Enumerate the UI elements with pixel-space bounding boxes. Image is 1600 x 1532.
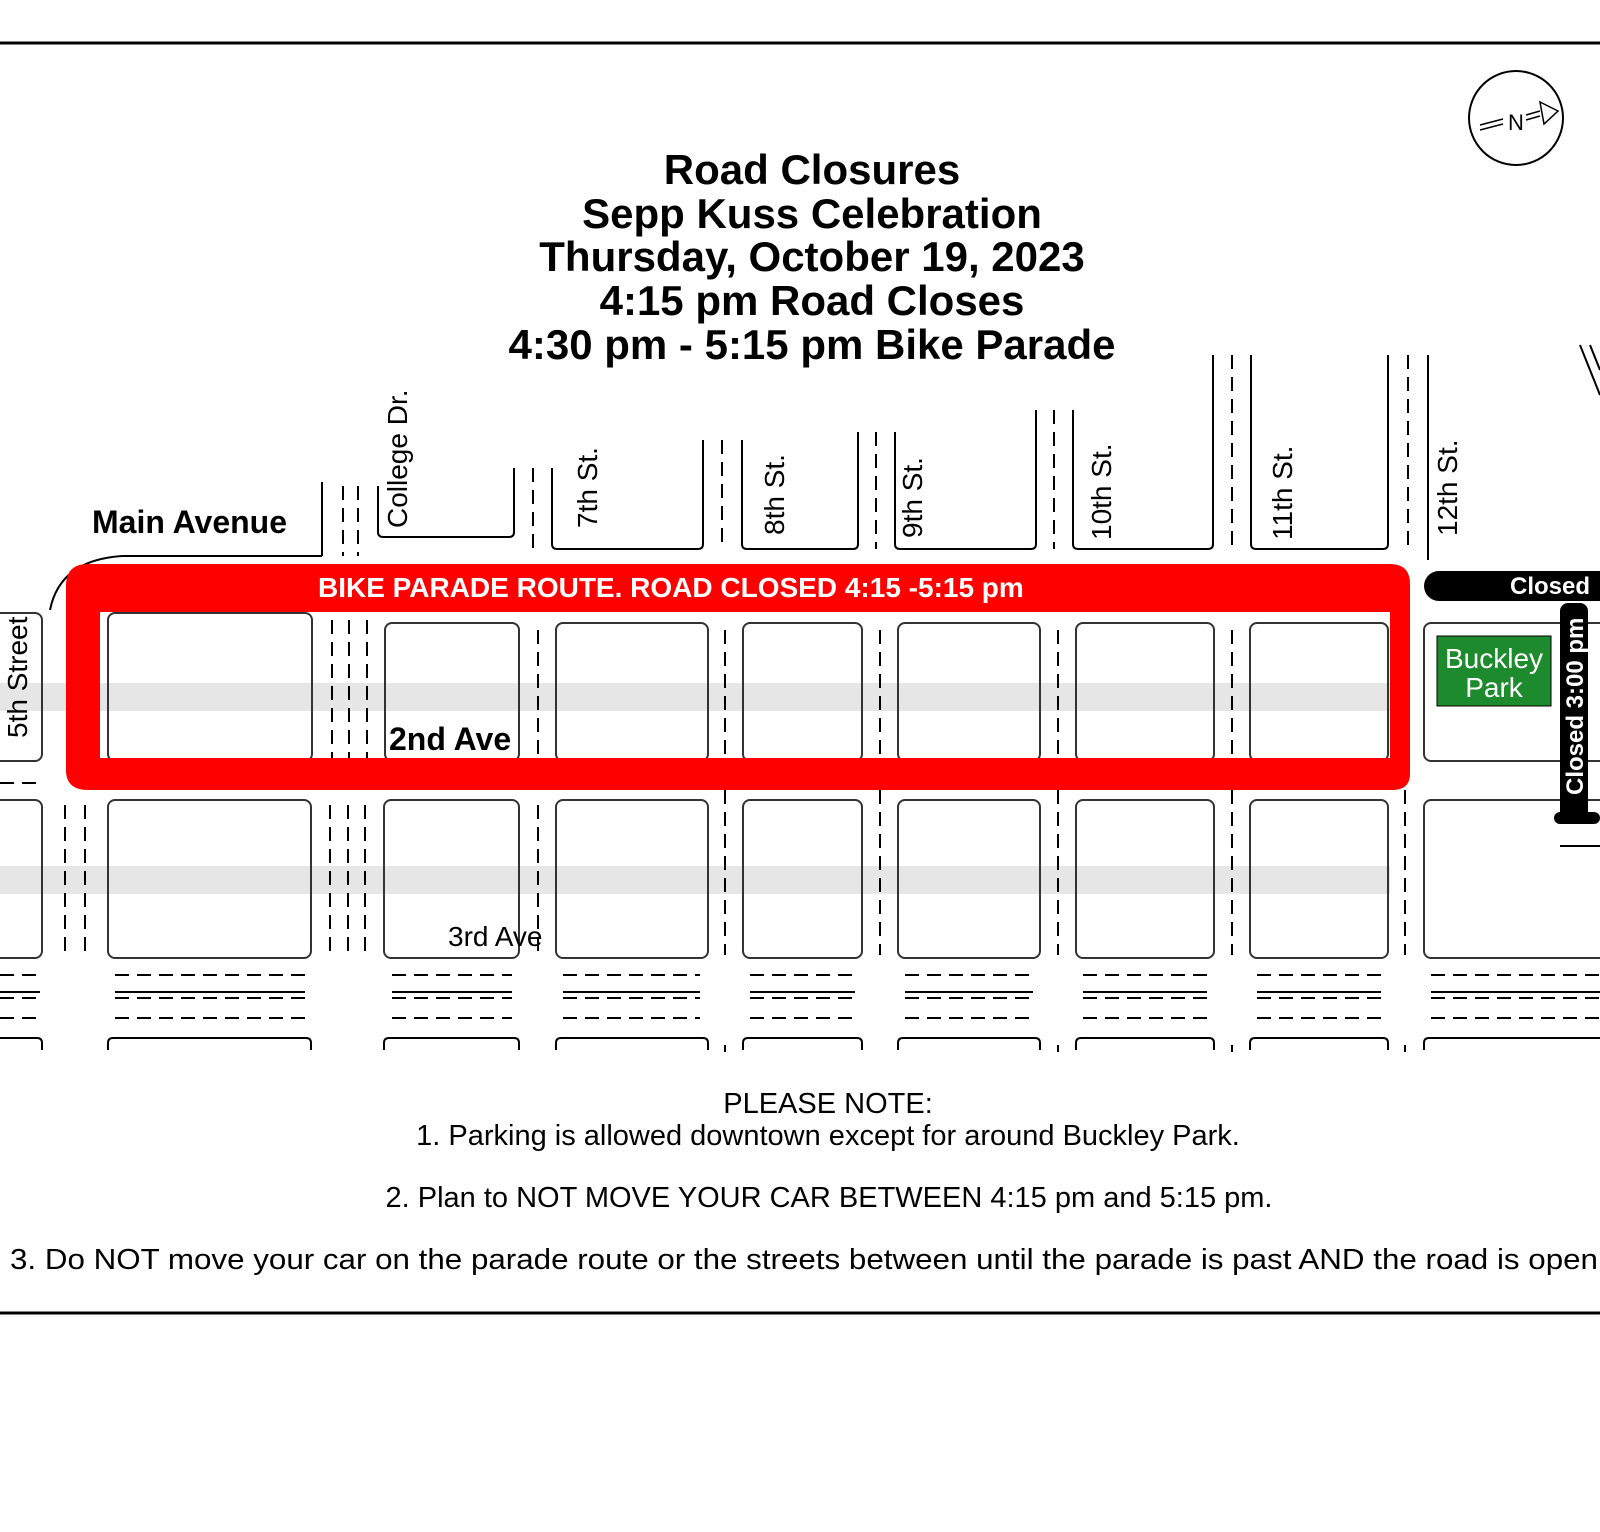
- street-label-9th-st: 9th St.: [897, 457, 928, 538]
- note-item-3: 3. Do NOT move your car on the parade route or the streets between until the parade is past AND the road is open: [10, 1244, 1598, 1276]
- street-label-12th-st: 12th St.: [1432, 439, 1463, 536]
- title-line-2: Sepp Kuss Celebration: [582, 190, 1042, 237]
- street-label-main-avenue: Main Avenue: [92, 504, 287, 540]
- note-item-2: 2. Plan to NOT MOVE YOUR CAR BETWEEN 4:15 pm and 5:15 pm.: [385, 1182, 1273, 1214]
- street-label-8th-st: 8th St.: [759, 454, 790, 535]
- closed-bar-horizontal: [1424, 571, 1600, 601]
- please-note-section: [10, 1088, 1598, 1276]
- street-label-10th-st: 10th St.: [1086, 443, 1117, 540]
- notes-heading: PLEASE NOTE:: [723, 1088, 933, 1120]
- street-label-7th-st: 7th St.: [572, 447, 603, 528]
- compass-label: N: [1508, 110, 1524, 135]
- street-label-college-dr: College Dr.: [382, 389, 413, 528]
- blocks-row-2: [0, 783, 1600, 958]
- closed-label-vertical: Closed 3:00 pm: [1562, 617, 1589, 795]
- closed-label-horizontal: Closed: [1510, 573, 1591, 600]
- title-line-3: Thursday, October 19, 2023: [539, 233, 1085, 280]
- street-label-2nd-ave: 2nd Ave: [389, 721, 512, 757]
- street-label-5th-street: 5th Street: [2, 616, 33, 738]
- map-title: [509, 146, 1116, 368]
- park-name-line-2: Park: [1465, 672, 1523, 703]
- compass-icon: [1469, 71, 1563, 165]
- street-label-11th-st: 11th St.: [1267, 445, 1298, 540]
- buckley-park: [1437, 636, 1551, 706]
- blocks-row-1: [0, 613, 1600, 761]
- title-line-1: Road Closures: [663, 146, 961, 193]
- park-name-line-1: Buckley: [1444, 643, 1544, 674]
- title-line-5: 4:30 pm - 5:15 pm Bike Parade: [508, 321, 1116, 368]
- route-label: BIKE PARADE ROUTE. ROAD CLOSED 4:15 -5:15 pm: [318, 572, 1024, 603]
- title-line-4: 4:15 pm Road Closes: [599, 277, 1025, 324]
- note-item-1: 1. Parking is allowed downtown except for around Buckley Park.: [416, 1120, 1240, 1152]
- street-label-3rd-ave: 3rd Ave: [448, 921, 543, 952]
- third-ave-markings: [0, 975, 1600, 1052]
